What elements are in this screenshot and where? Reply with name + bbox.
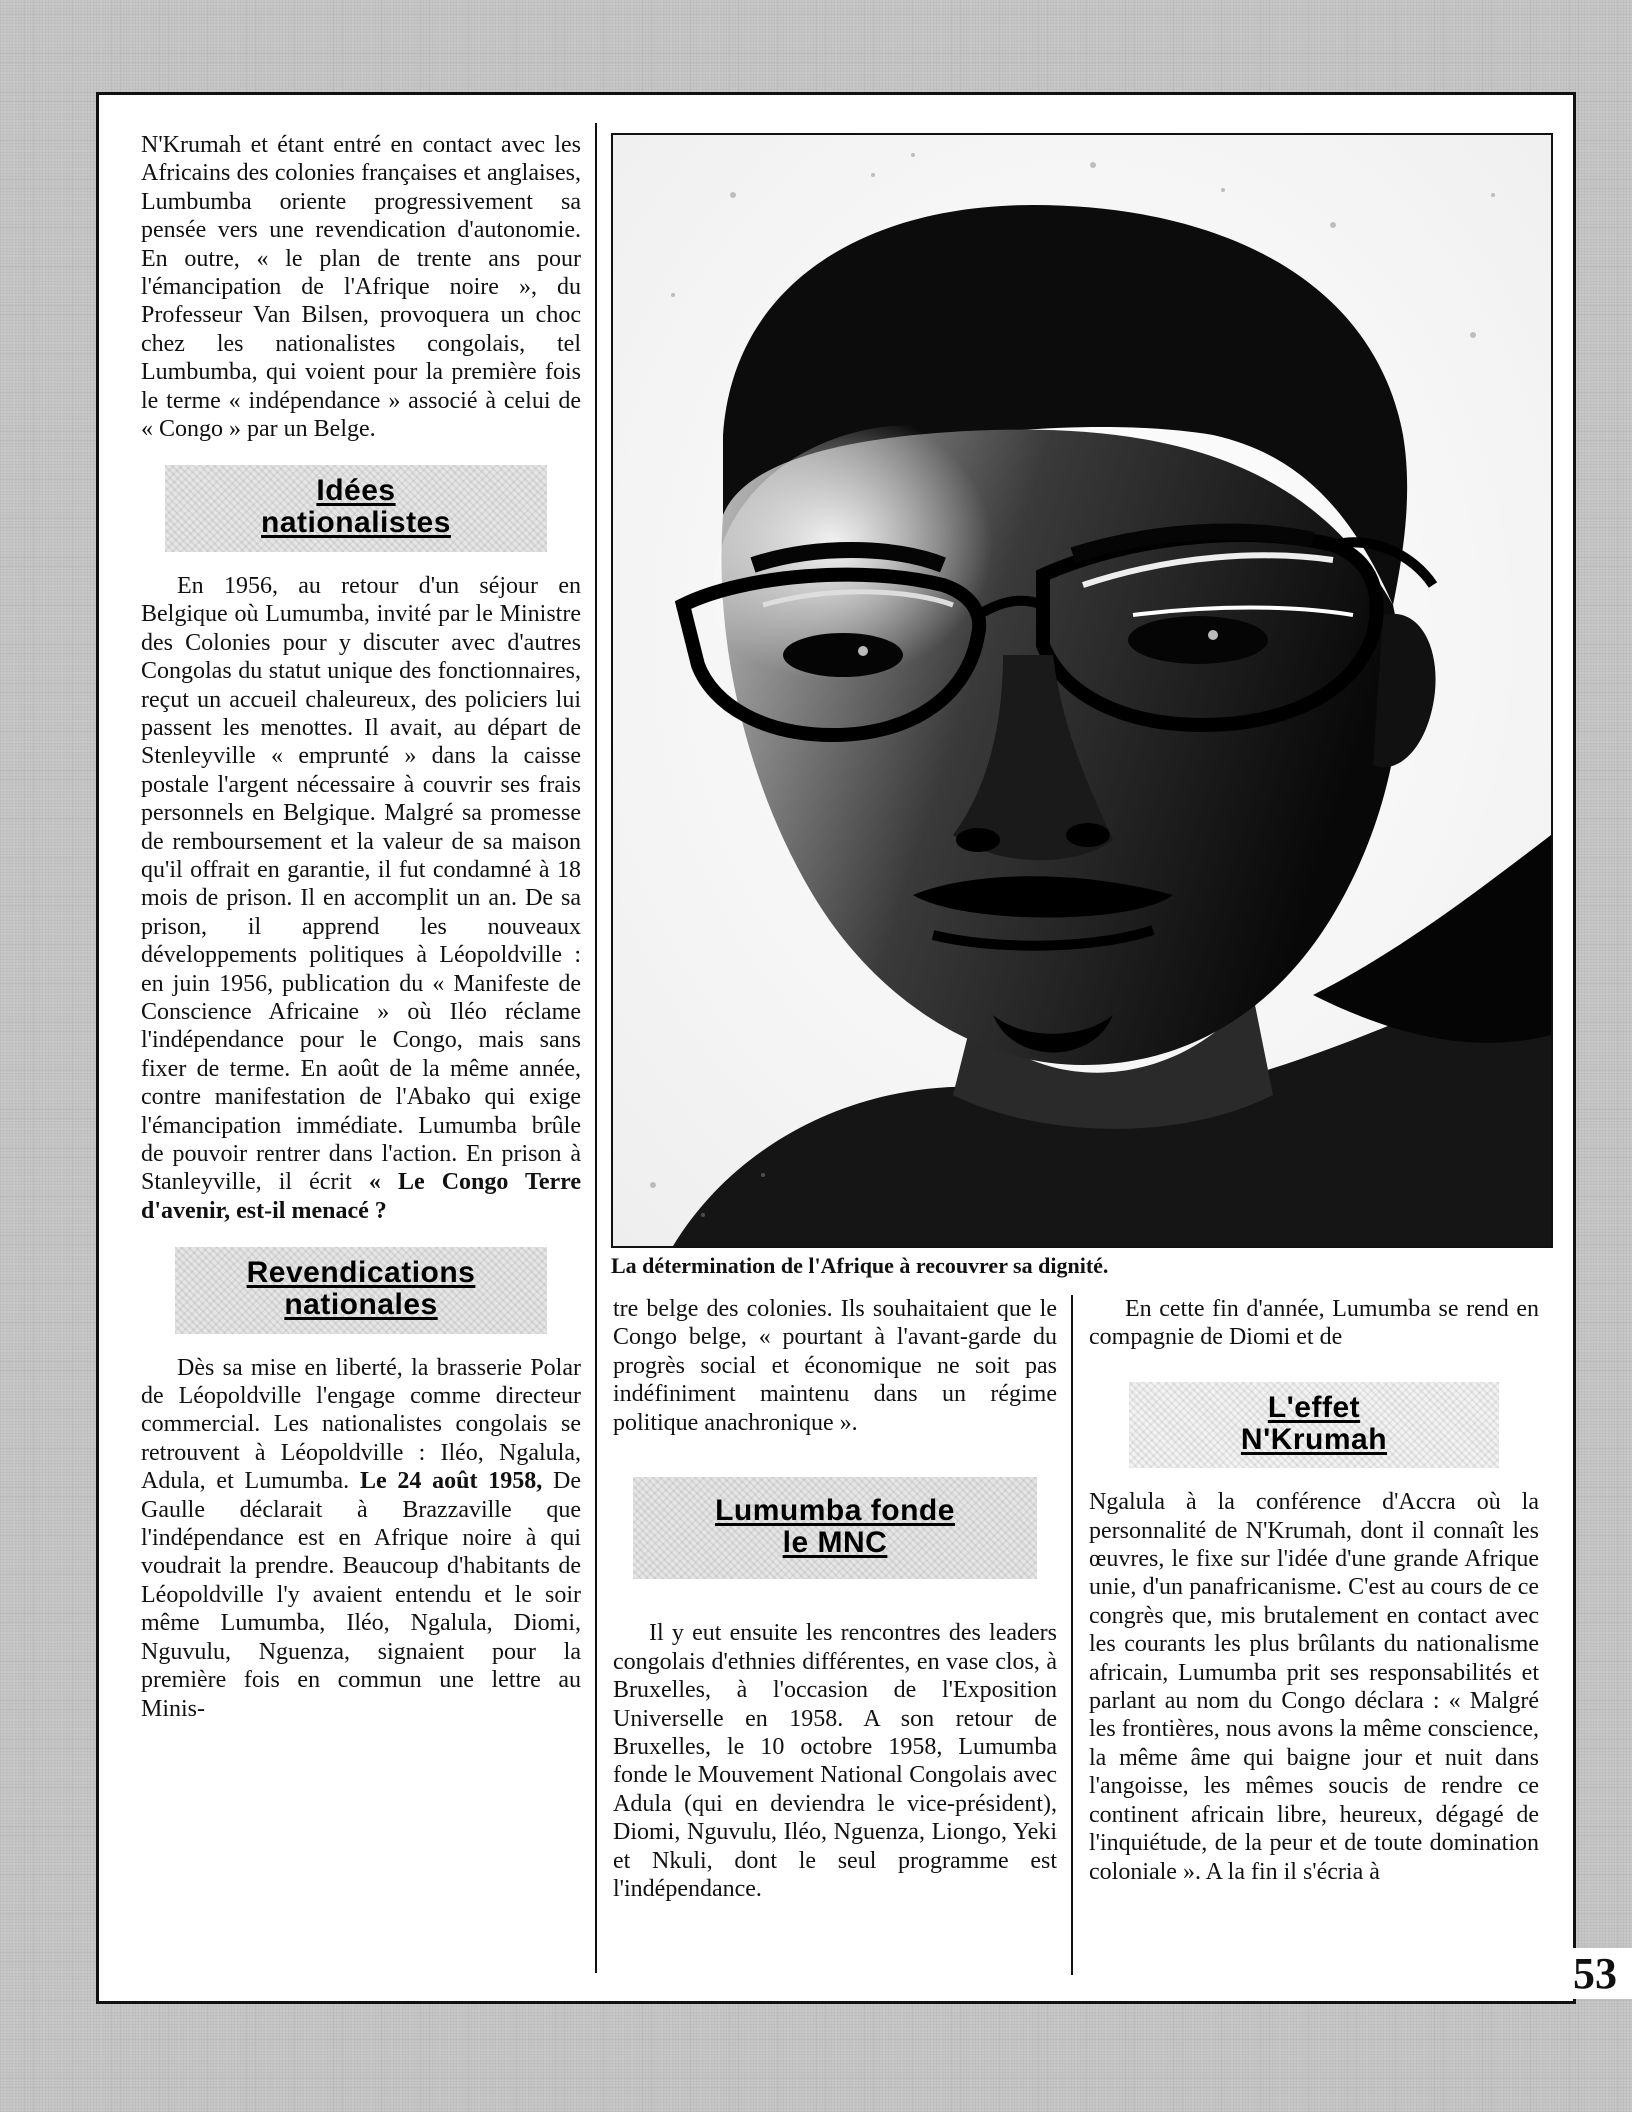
paragraph-text: De Gaulle déclarait à Brazzaville que l'indépendance est en Afrique noire à qui voudrait la prendre. Beaucoup d'habitants de Léopoldville l'y avaient entendu et le soir même Lumumba, Iléo, Ngalula, Diomi, Nguvulu, Nguenza, signaient pour la première fois en commun une lettre au Minis-	[141, 1468, 582, 1722]
section-heading: L'effet N'Krumah	[1240, 1390, 1388, 1456]
book-title: « Le Congo Terre d'avenir, est-il menacé ?	[141, 1169, 582, 1224]
column-divider	[1071, 1295, 1073, 1975]
paragraph: Ngalula à la conférence d'Accra où la personnalité de N'Krumah, dont il connaît les œuvres, le fixe sur l'idée d'une grande Afrique unie, d'un panafricanisme. C'est au cours de ce congrès que, mis brutalement en contact avec les courants les plus brûlants du nationalisme africain, Lumumba prit ses responsabilités et parlant au nom du Congo déclara : « Malgré les frontières, nous avons la même conscience, la même âme qui baigne jour et nuit dans l'angoisse, les mêmes soucis de rendre ce continent africain libre, heureux, dégagé de l'inquiétude, de la peur et de toute domination coloniale ». A la fin il s'écria à	[1089, 1489, 1539, 1885]
section-heading-box	[165, 465, 547, 551]
paragraph: tre belge des colonies. Ils souhaitaient que le Congo belge, « pourtant à l'avant-garde du progrès social et économique ne soit pas indéfiniment maintenu dans un régime politique anachronique ».	[613, 1296, 1057, 1436]
date-highlight: Le 24 août 1958,	[359, 1468, 543, 1495]
section-heading-box	[1129, 1382, 1499, 1468]
paragraph: Il y eut ensuite les rencontres des leaders congolais d'ethnies différentes, en vase clos, à Bruxelles, à l'occasion de l'Exposition Universelle en 1958. A son retour de Bruxelles, le 10 octobre 1958, Lumumba fonde le Mouvement National Congolais avec Adula (qui en deviendra le vice-président), Diomi, Nguvulu, Iléo, Nguenza, Liongo, Yeki et Nkuli, dont le seul programme est l'indépendance.	[613, 1620, 1057, 1903]
page-number: 53	[1556, 1948, 1632, 1999]
paragraph	[141, 1354, 581, 1723]
portrait-illustration	[613, 135, 1551, 1246]
column-right	[1089, 1295, 1539, 1886]
section-heading-box	[633, 1477, 1037, 1579]
paragraph-text: Dès sa mise en liberté, la brasserie Polar de Léopoldville l'engage comme directeur commercial. Les nationalistes congolais se retrouvent à Léopoldville : Iléo, Ngalula, Adula, et Lumumba.	[141, 1354, 581, 1495]
photo-caption: La détermination de l'Afrique à recouvrer sa dignité.	[611, 1253, 1109, 1278]
portrait-photo	[611, 133, 1553, 1248]
section-heading-box	[175, 1247, 547, 1333]
paragraph	[141, 572, 581, 1225]
paragraph: En cette fin d'année, Lumumba se rend en compagnie de Diomi et de	[1089, 1296, 1539, 1351]
magazine-page	[96, 92, 1576, 2004]
section-heading: Revendications nationales	[246, 1256, 476, 1322]
section-heading: Lumumba fonde le MNC	[715, 1494, 955, 1560]
paragraph-text: En 1956, au retour d'un séjour en Belgique où Lumumba, invité par le Ministre des Colonies pour y discuter avec d'autres Congolas du statut unique des fonctionnaires, reçut un accueil chaleureux, des policiers lui passent les menottes. Il avait, au départ de Stenleyville « emprunté » dans la caisse postale l'argent nécessaire à couvrir ses frais personnels en Belgique. Malgré sa promesse de remboursement et la valeur de sa maison qu'il offrait en garantie, il fut condamné à 18 mois de prison. Il en accomplit un an. De sa prison, il apprend les nouveaux développements politiques à Léopoldville : en juin 1956, publication du « Manifeste de Conscience Africaine » où Iléo réclame l'indépendance pour le Congo, mais sans fixer de terme. En août de la même année, contre manifestation de l'Abako qui exige l'émancipation immédiate. Lumumba brûle de pouvoir rentrer dans l'action. En prison à Stanleyville, il écrit	[141, 572, 581, 1196]
column-middle	[595, 1295, 1057, 1904]
section-heading: Idées nationalistes	[261, 474, 451, 540]
column-left	[141, 131, 581, 1723]
paragraph: N'Krumah et étant entré en contact avec les Africains des colonies françaises et anglaises, Lumbumba oriente progressivement sa pensée vers une revendication d'autonomie. En outre, « le plan de trente ans pour l'émancipation de l'Afrique noire », du Professeur Van Bilsen, provoquera un choc chez les nationalistes congolais, tel Lumbumba, qui voient pour la première fois le terme « indépendance » associé à celui de « Congo » par un Belge.	[141, 132, 581, 443]
